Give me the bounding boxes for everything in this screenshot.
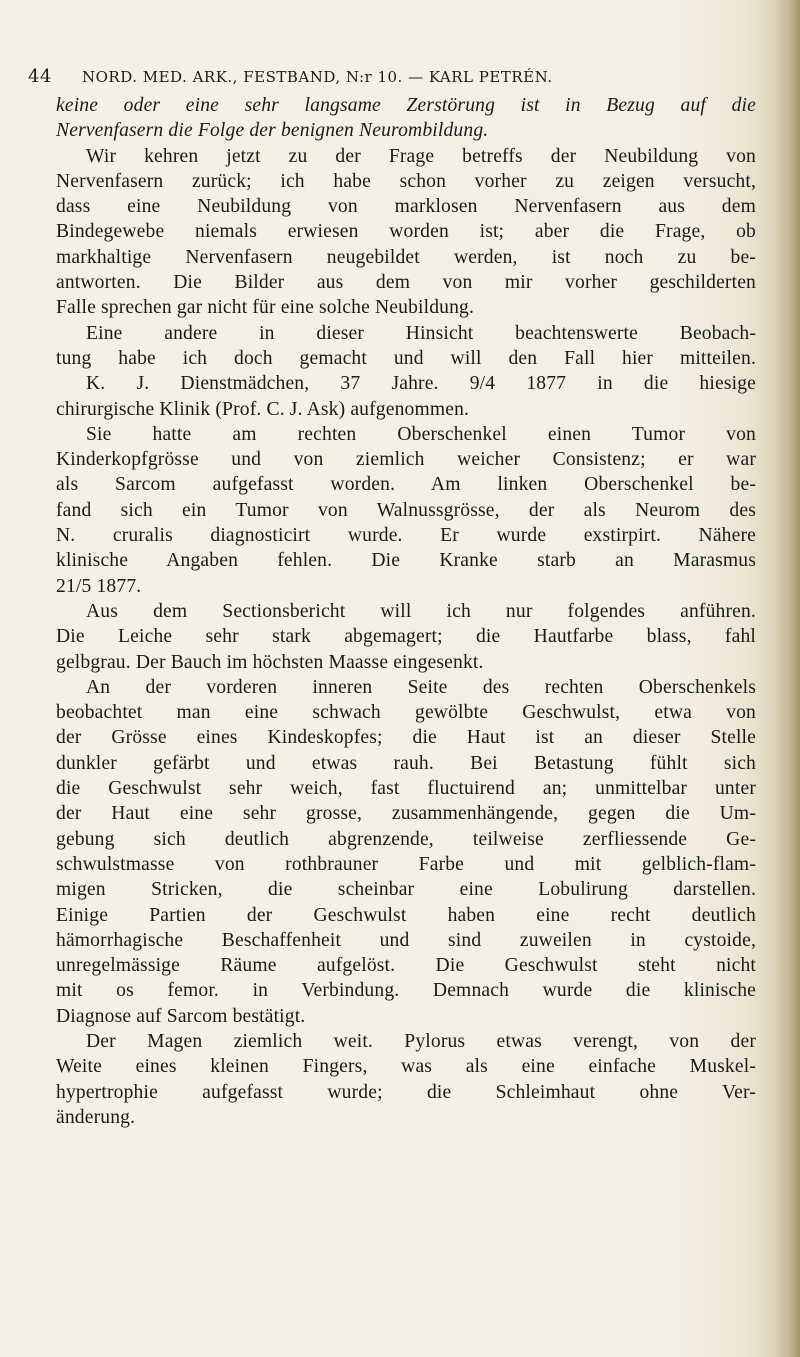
page-header — [28, 66, 748, 90]
text-line: keine oder eine sehr langsame Zerstörung ist in Bezug auf die — [56, 95, 756, 116]
page-number: 44 — [28, 66, 52, 87]
text-line: migen Stricken, die scheinbar eine Lobulirung darstellen. — [56, 879, 756, 901]
text-line: fand sich ein Tumor von Walnussgrösse, der als Neurom des — [56, 499, 756, 521]
running-head: NORD. MED. ARK., FESTBAND, N:r 10. — KARL PETRÉN. — [82, 68, 553, 86]
text-line: Eine andere in dieser Hinsicht beachtenswerte Beobach- — [86, 322, 756, 344]
text-line: Nervenfasern zurück; ich habe schon vorher zu zeigen versucht, — [56, 170, 756, 192]
text-line: Falle sprechen gar nicht für eine solche Neubildung. — [56, 297, 475, 319]
text-line: Bindegewebe niemals erwiesen worden ist; aber die Frage, ob — [56, 221, 756, 243]
text-line: Nervenfasern die Folge der benignen Neurombildung. — [56, 120, 489, 142]
text-line: markhaltige Nervenfasern neugebildet werden, ist noch zu be- — [56, 246, 756, 268]
text-line: klinische Angaben fehlen. Die Kranke starb an Marasmus — [56, 550, 756, 572]
text-line: Weite eines kleinen Fingers, was als eine einfache Muskel- — [56, 1056, 756, 1078]
text-line: hämorrhagische Beschaffenheit und sind zuweilen in cystoide, — [56, 929, 756, 951]
text-line: als Sarcom aufgefasst worden. Am linken Oberschenkel be- — [56, 474, 756, 496]
text-line: mit os femor. in Verbindung. Demnach wurde die klinische — [56, 980, 756, 1002]
text-line: gelbgrau. Der Bauch im höchsten Maasse eingesenkt. — [56, 651, 484, 673]
text-line: N. cruralis diagnosticirt wurde. Er wurde exstirpirt. Nähere — [56, 525, 756, 547]
text-line: An der vorderen inneren Seite des rechten Oberschenkels — [86, 676, 756, 698]
text-line: 21/5 1877. — [56, 575, 142, 597]
text-line: dass eine Neubildung von marklosen Nervenfasern aus dem — [56, 196, 756, 218]
text-line: Sie hatte am rechten Oberschenkel einen Tumor von — [86, 423, 756, 445]
text-line: beobachtet man eine schwach gewölbte Geschwulst, etwa von — [56, 702, 756, 724]
text-line: hypertrophie aufgefasst wurde; die Schleimhaut ohne Ver- — [56, 1081, 756, 1103]
text-line: K. J. Dienstmädchen, 37 Jahre. 9/4 1877 in die hiesige — [86, 373, 756, 395]
text-line: chirurgische Klinik (Prof. C. J. Ask) aufgenommen. — [56, 398, 470, 420]
text-line: Der Magen ziemlich weit. Pylorus etwas verengt, von der — [86, 1030, 756, 1052]
text-line: Aus dem Sectionsbericht will ich nur folgendes anführen. — [86, 600, 756, 622]
text-line: der Haut eine sehr grosse, zusammenhängende, gegen die Um- — [56, 803, 756, 825]
body-text — [56, 93, 756, 1130]
text-line: unregelmässige Räume aufgelöst. Die Geschwulst steht nicht — [56, 955, 756, 977]
text-line: Kinderkopfgrösse und von ziemlich weicher Consistenz; er war — [56, 449, 756, 471]
text-line: schwulstmasse von rothbrauner Farbe und mit gelblich-flam- — [56, 853, 756, 875]
text-line: antworten. Die Bilder aus dem von mir vorher geschilderten — [56, 272, 756, 294]
text-line: Einige Partien der Geschwulst haben eine recht deutlich — [56, 904, 756, 926]
text-line: änderung. — [56, 1106, 136, 1128]
text-line: gebung sich deutlich abgrenzende, teilweise zerfliessende Ge- — [56, 828, 756, 850]
text-line: tung habe ich doch gemacht und will den Fall hier mitteilen. — [56, 347, 756, 369]
text-line: die Geschwulst sehr weich, fast fluctuirend an; unmittelbar unter — [56, 778, 756, 800]
text-line: Diagnose auf Sarcom bestätigt. — [56, 1005, 306, 1027]
page-edge-shadow — [774, 0, 800, 1357]
text-line: Wir kehren jetzt zu der Frage betreffs der Neubildung von — [86, 145, 756, 167]
text-line: dunkler gefärbt und etwas rauh. Bei Betastung fühlt sich — [56, 752, 756, 774]
text-line: der Grösse eines Kindeskopfes; die Haut ist an dieser Stelle — [56, 727, 756, 749]
text-line: Die Leiche sehr stark abgemagert; die Hautfarbe blass, fahl — [56, 626, 756, 648]
